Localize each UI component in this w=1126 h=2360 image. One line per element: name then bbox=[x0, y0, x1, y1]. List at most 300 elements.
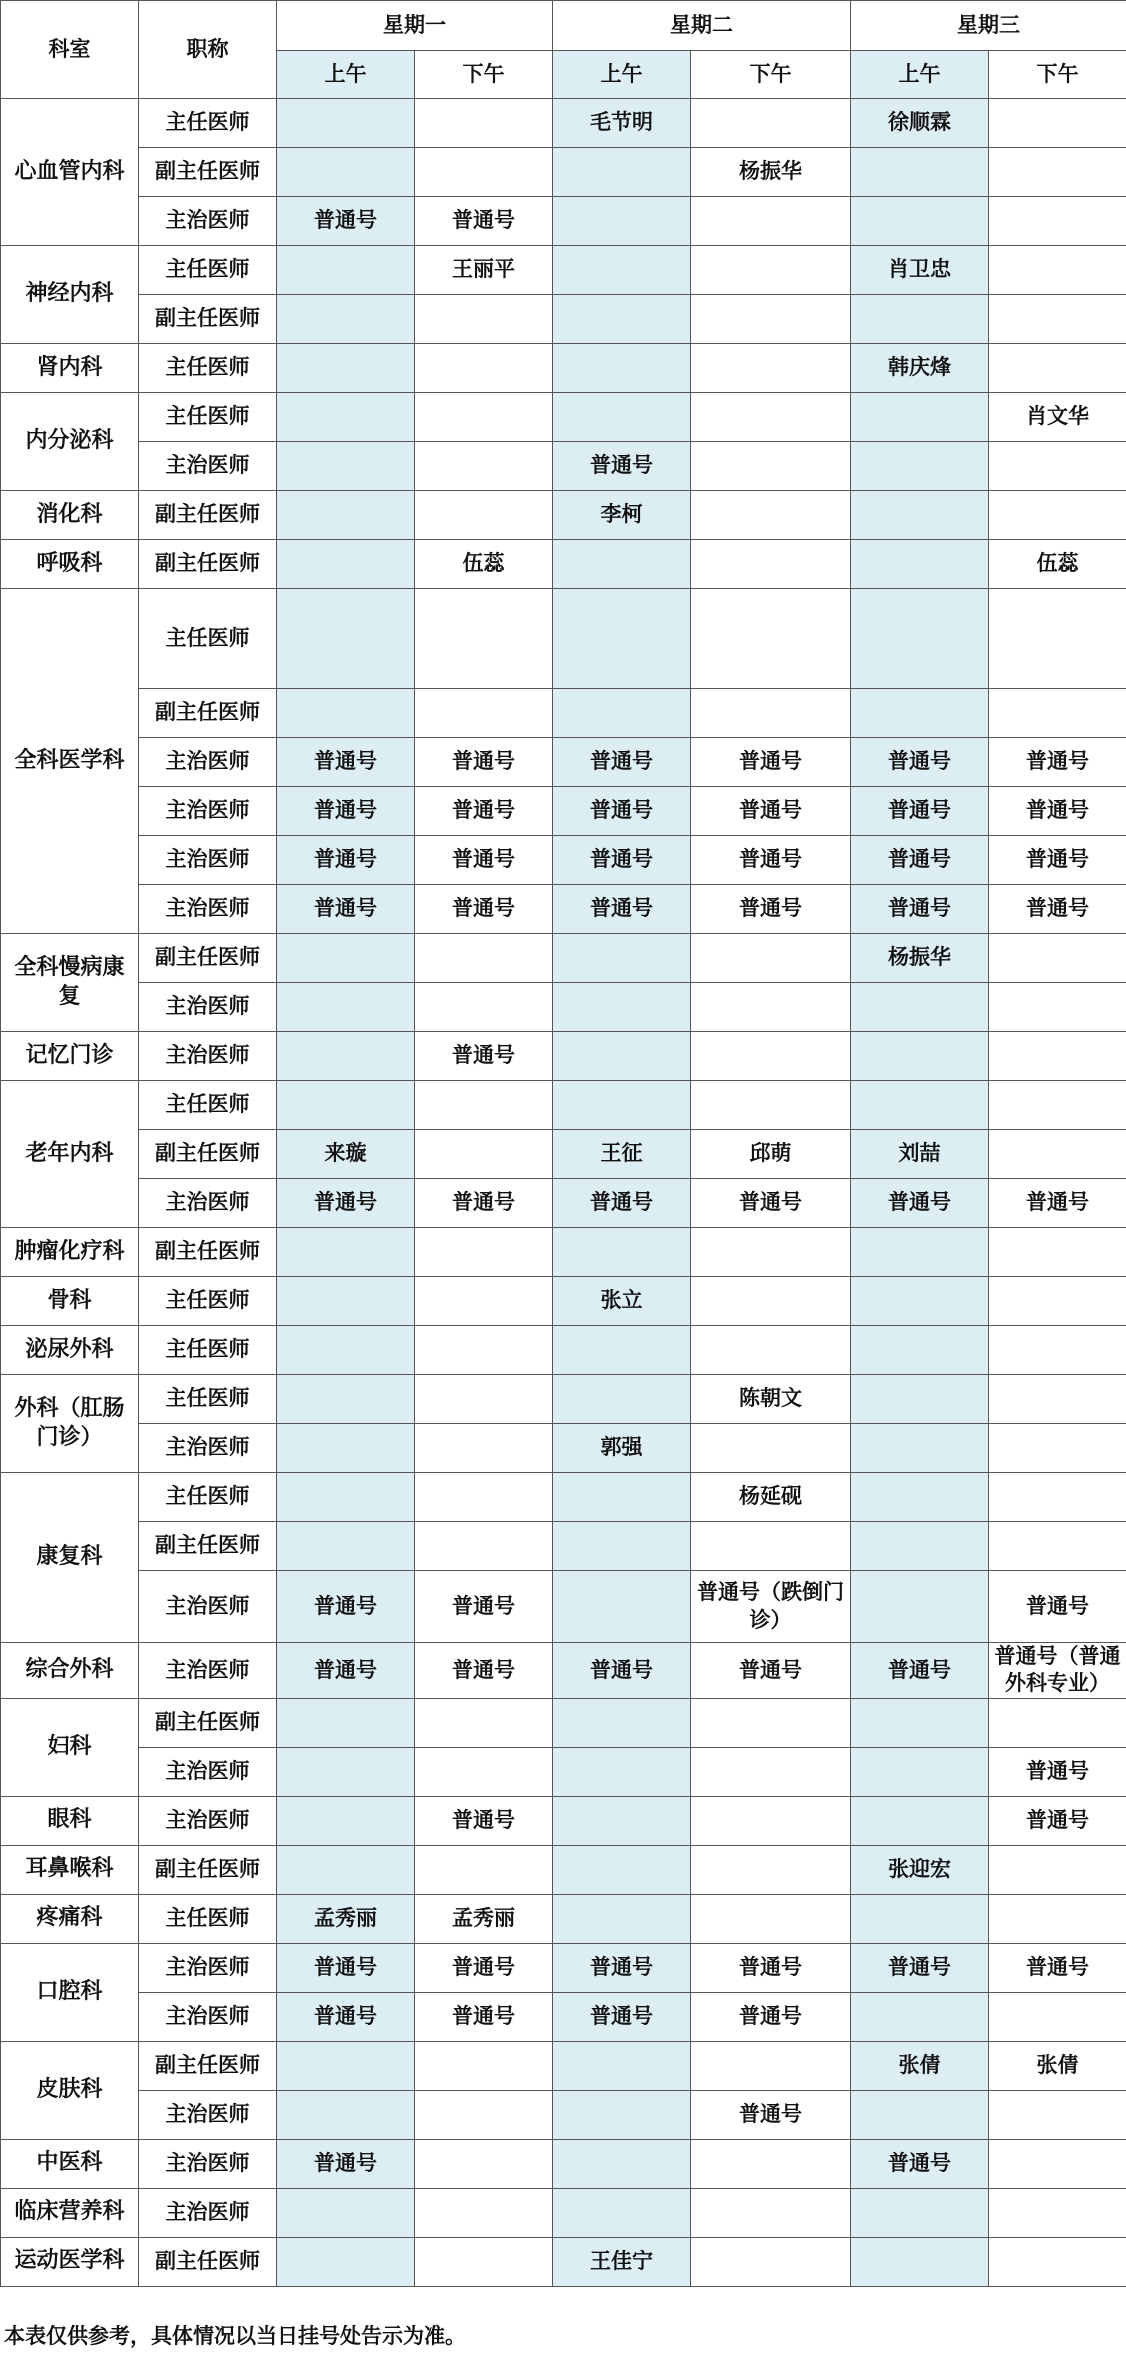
am-slot bbox=[553, 197, 691, 246]
pm-slot bbox=[989, 689, 1126, 738]
pm-slot: 普通号 bbox=[989, 1571, 1126, 1643]
pm-slot bbox=[691, 934, 851, 983]
pm-slot bbox=[989, 295, 1126, 344]
header-pm: 下午 bbox=[415, 51, 553, 99]
doctor-title: 主任医师 bbox=[139, 1081, 277, 1130]
pm-slot bbox=[989, 1081, 1126, 1130]
department-name: 耳鼻喉科 bbox=[1, 1845, 139, 1894]
pm-slot bbox=[989, 344, 1126, 393]
header-am: 上午 bbox=[553, 51, 691, 99]
doctor-title: 副主任医师 bbox=[139, 2237, 277, 2286]
department-name: 中医科 bbox=[1, 2139, 139, 2188]
am-slot: 普通号 bbox=[851, 836, 989, 885]
am-slot bbox=[277, 442, 415, 491]
pm-slot bbox=[989, 1845, 1126, 1894]
table-row bbox=[1, 689, 1126, 738]
pm-slot: 普通号 bbox=[691, 1643, 851, 1699]
pm-slot: 普通号 bbox=[691, 1179, 851, 1228]
pm-slot: 普通号 bbox=[415, 1179, 553, 1228]
am-slot bbox=[277, 1473, 415, 1522]
department-name: 口腔科 bbox=[1, 1943, 139, 2041]
doctor-title: 主治医师 bbox=[139, 1992, 277, 2041]
am-slot: 普通号 bbox=[277, 1179, 415, 1228]
table-row bbox=[1, 491, 1126, 540]
pm-slot bbox=[415, 1130, 553, 1179]
pm-slot bbox=[415, 2237, 553, 2286]
am-slot bbox=[851, 1894, 989, 1943]
doctor-title: 主治医师 bbox=[139, 2139, 277, 2188]
am-slot bbox=[553, 1081, 691, 1130]
pm-slot: 普通号 bbox=[691, 836, 851, 885]
am-slot bbox=[553, 1698, 691, 1747]
am-slot bbox=[553, 246, 691, 295]
pm-slot bbox=[691, 99, 851, 148]
doctor-title: 副主任医师 bbox=[139, 295, 277, 344]
am-slot: 普通号 bbox=[851, 1943, 989, 1992]
table-row bbox=[1, 836, 1126, 885]
pm-slot bbox=[415, 344, 553, 393]
pm-slot bbox=[691, 983, 851, 1032]
pm-slot: 普通号 bbox=[415, 1992, 553, 2041]
pm-slot bbox=[989, 1130, 1126, 1179]
pm-slot: 普通号 bbox=[989, 836, 1126, 885]
am-slot bbox=[851, 393, 989, 442]
doctor-title: 主治医师 bbox=[139, 1643, 277, 1699]
pm-slot bbox=[691, 1032, 851, 1081]
am-slot bbox=[277, 1228, 415, 1277]
footnote: 本表仅供参考，具体情况以当日挂号处告示为准。 bbox=[4, 2324, 466, 2348]
doctor-title: 副主任医师 bbox=[139, 1698, 277, 1747]
am-slot: 毛节明 bbox=[553, 99, 691, 148]
doctor-title: 主治医师 bbox=[139, 1424, 277, 1473]
am-slot: 刘喆 bbox=[851, 1130, 989, 1179]
pm-slot: 普通号 bbox=[415, 1643, 553, 1699]
table-row bbox=[1, 393, 1126, 442]
pm-slot bbox=[415, 2090, 553, 2139]
am-slot: 普通号 bbox=[553, 836, 691, 885]
am-slot bbox=[553, 1845, 691, 1894]
am-slot: 张倩 bbox=[851, 2041, 989, 2090]
pm-slot bbox=[415, 1228, 553, 1277]
pm-slot bbox=[415, 295, 553, 344]
doctor-title: 主任医师 bbox=[139, 393, 277, 442]
am-slot bbox=[277, 491, 415, 540]
am-slot bbox=[277, 344, 415, 393]
pm-slot: 普通号 bbox=[415, 1943, 553, 1992]
pm-slot bbox=[989, 99, 1126, 148]
header-day-monday: 星期一 bbox=[277, 1, 553, 51]
table-row bbox=[1, 1277, 1126, 1326]
pm-slot: 普通号 bbox=[989, 1747, 1126, 1796]
department-name: 全科慢病康复 bbox=[1, 934, 139, 1032]
pm-slot: 普通号 bbox=[691, 885, 851, 934]
pm-slot bbox=[989, 2237, 1126, 2286]
table-row bbox=[1, 589, 1126, 689]
pm-slot bbox=[415, 148, 553, 197]
am-slot bbox=[277, 589, 415, 689]
pm-slot bbox=[415, 1845, 553, 1894]
department-name: 肾内科 bbox=[1, 344, 139, 393]
pm-slot: 普通号 bbox=[989, 1179, 1126, 1228]
am-slot: 普通号 bbox=[277, 1943, 415, 1992]
am-slot bbox=[553, 1571, 691, 1643]
am-slot bbox=[553, 2090, 691, 2139]
am-slot bbox=[851, 689, 989, 738]
doctor-title: 主治医师 bbox=[139, 1032, 277, 1081]
doctor-title: 主治医师 bbox=[139, 738, 277, 787]
am-slot bbox=[851, 1571, 989, 1643]
am-slot bbox=[277, 540, 415, 589]
am-slot bbox=[277, 1424, 415, 1473]
header-day-tuesday: 星期二 bbox=[553, 1, 851, 51]
am-slot bbox=[851, 1277, 989, 1326]
table-row bbox=[1, 983, 1126, 1032]
pm-slot bbox=[989, 1473, 1126, 1522]
doctor-title: 主治医师 bbox=[139, 1943, 277, 1992]
department-name: 骨科 bbox=[1, 1277, 139, 1326]
pm-slot: 普通号 bbox=[415, 1032, 553, 1081]
pm-slot bbox=[691, 1845, 851, 1894]
pm-slot bbox=[691, 689, 851, 738]
am-slot bbox=[553, 2188, 691, 2237]
pm-slot bbox=[691, 1228, 851, 1277]
am-slot bbox=[553, 589, 691, 689]
am-slot bbox=[553, 344, 691, 393]
department-name: 泌尿外科 bbox=[1, 1326, 139, 1375]
department-name: 运动医学科 bbox=[1, 2237, 139, 2286]
pm-slot: 普通号（跌倒门诊） bbox=[691, 1571, 851, 1643]
pm-slot: 普通号（普通外科专业） bbox=[989, 1643, 1126, 1699]
am-slot bbox=[277, 1326, 415, 1375]
doctor-title: 副主任医师 bbox=[139, 540, 277, 589]
pm-slot: 普通号 bbox=[989, 738, 1126, 787]
am-slot: 普通号 bbox=[553, 1992, 691, 2041]
pm-slot bbox=[989, 2139, 1126, 2188]
table-row bbox=[1, 148, 1126, 197]
am-slot bbox=[553, 2041, 691, 2090]
pm-slot bbox=[691, 344, 851, 393]
am-slot bbox=[277, 1522, 415, 1571]
table-row bbox=[1, 1375, 1126, 1424]
table-row bbox=[1, 1130, 1126, 1179]
am-slot bbox=[553, 1326, 691, 1375]
department-name: 妇科 bbox=[1, 1698, 139, 1796]
am-slot: 普通号 bbox=[277, 1571, 415, 1643]
pm-slot bbox=[691, 1747, 851, 1796]
doctor-title: 主任医师 bbox=[139, 589, 277, 689]
pm-slot: 普通号 bbox=[989, 787, 1126, 836]
pm-slot bbox=[989, 2090, 1126, 2139]
pm-slot: 普通号 bbox=[691, 1992, 851, 2041]
table-row bbox=[1, 934, 1126, 983]
pm-slot bbox=[691, 1277, 851, 1326]
am-slot: 普通号 bbox=[851, 1179, 989, 1228]
pm-slot bbox=[415, 934, 553, 983]
doctor-title: 主任医师 bbox=[139, 344, 277, 393]
pm-slot bbox=[691, 1522, 851, 1571]
pm-slot: 伍蕊 bbox=[989, 540, 1126, 589]
am-slot bbox=[277, 934, 415, 983]
pm-slot bbox=[691, 540, 851, 589]
pm-slot bbox=[989, 983, 1126, 1032]
department-name: 疼痛科 bbox=[1, 1894, 139, 1943]
table-row bbox=[1, 1796, 1126, 1845]
pm-slot bbox=[989, 1424, 1126, 1473]
pm-slot bbox=[989, 1894, 1126, 1943]
table-row bbox=[1, 2188, 1126, 2237]
table-row bbox=[1, 1081, 1126, 1130]
am-slot bbox=[277, 246, 415, 295]
pm-slot bbox=[415, 1081, 553, 1130]
doctor-title: 主治医师 bbox=[139, 2090, 277, 2139]
pm-slot: 普通号 bbox=[989, 885, 1126, 934]
pm-slot: 王丽平 bbox=[415, 246, 553, 295]
pm-slot bbox=[415, 442, 553, 491]
pm-slot bbox=[691, 442, 851, 491]
pm-slot bbox=[691, 2237, 851, 2286]
pm-slot bbox=[691, 197, 851, 246]
doctor-title: 主治医师 bbox=[139, 836, 277, 885]
am-slot bbox=[851, 1081, 989, 1130]
department-name: 心血管内科 bbox=[1, 99, 139, 246]
table-row bbox=[1, 885, 1126, 934]
doctor-title: 主治医师 bbox=[139, 2188, 277, 2237]
table-row bbox=[1, 2090, 1126, 2139]
department-name: 康复科 bbox=[1, 1473, 139, 1643]
table-row bbox=[1, 787, 1126, 836]
doctor-title: 副主任医师 bbox=[139, 689, 277, 738]
header-pm: 下午 bbox=[989, 51, 1126, 99]
pm-slot bbox=[691, 1894, 851, 1943]
am-slot bbox=[553, 1032, 691, 1081]
department-name: 消化科 bbox=[1, 491, 139, 540]
pm-slot bbox=[415, 2188, 553, 2237]
am-slot bbox=[277, 1032, 415, 1081]
department-name: 全科医学科 bbox=[1, 589, 139, 934]
doctor-title: 副主任医师 bbox=[139, 934, 277, 983]
department-name: 皮肤科 bbox=[1, 2041, 139, 2139]
pm-slot bbox=[691, 2188, 851, 2237]
am-slot: 张迎宏 bbox=[851, 1845, 989, 1894]
doctor-title: 主任医师 bbox=[139, 1375, 277, 1424]
doctor-title: 主任医师 bbox=[139, 1326, 277, 1375]
doctor-title: 主任医师 bbox=[139, 1473, 277, 1522]
header-day-wednesday: 星期三 bbox=[851, 1, 1126, 51]
pm-slot: 邱萌 bbox=[691, 1130, 851, 1179]
am-slot bbox=[277, 1698, 415, 1747]
am-slot bbox=[277, 1845, 415, 1894]
pm-slot bbox=[691, 1698, 851, 1747]
pm-slot bbox=[989, 1032, 1126, 1081]
pm-slot bbox=[989, 1992, 1126, 2041]
am-slot bbox=[277, 393, 415, 442]
am-slot bbox=[851, 295, 989, 344]
table-row bbox=[1, 344, 1126, 393]
pm-slot: 张倩 bbox=[989, 2041, 1126, 2090]
am-slot: 普通号 bbox=[277, 1643, 415, 1699]
header-pm: 下午 bbox=[691, 51, 851, 99]
header-am: 上午 bbox=[277, 51, 415, 99]
pm-slot bbox=[691, 2139, 851, 2188]
pm-slot: 杨振华 bbox=[691, 148, 851, 197]
table-row bbox=[1, 295, 1126, 344]
table-row bbox=[1, 1845, 1126, 1894]
department-name: 外科（肛肠门诊） bbox=[1, 1375, 139, 1473]
am-slot bbox=[851, 442, 989, 491]
table-row bbox=[1, 540, 1126, 589]
pm-slot bbox=[691, 295, 851, 344]
am-slot: 王征 bbox=[553, 1130, 691, 1179]
am-slot: 孟秀丽 bbox=[277, 1894, 415, 1943]
am-slot bbox=[553, 393, 691, 442]
doctor-title: 主治医师 bbox=[139, 983, 277, 1032]
table-row bbox=[1, 2237, 1126, 2286]
am-slot bbox=[277, 689, 415, 738]
pm-slot bbox=[415, 1473, 553, 1522]
table-row bbox=[1, 1032, 1126, 1081]
pm-slot: 普通号 bbox=[415, 1796, 553, 1845]
header-title: 职称 bbox=[139, 1, 277, 99]
am-slot: 徐顺霖 bbox=[851, 99, 989, 148]
doctor-title: 主治医师 bbox=[139, 1747, 277, 1796]
pm-slot: 普通号 bbox=[415, 738, 553, 787]
table-row bbox=[1, 99, 1126, 148]
am-slot bbox=[277, 148, 415, 197]
am-slot bbox=[851, 1796, 989, 1845]
am-slot: 普通号 bbox=[553, 442, 691, 491]
am-slot bbox=[851, 2237, 989, 2286]
pm-slot: 普通号 bbox=[415, 885, 553, 934]
pm-slot bbox=[691, 1081, 851, 1130]
am-slot bbox=[277, 1277, 415, 1326]
am-slot: 来璇 bbox=[277, 1130, 415, 1179]
table-row bbox=[1, 197, 1126, 246]
pm-slot bbox=[691, 2041, 851, 2090]
department-name: 记忆门诊 bbox=[1, 1032, 139, 1081]
header-am: 上午 bbox=[851, 51, 989, 99]
am-slot: 普通号 bbox=[553, 1643, 691, 1699]
table-row bbox=[1, 1943, 1126, 1992]
am-slot: 普通号 bbox=[277, 787, 415, 836]
pm-slot bbox=[415, 1326, 553, 1375]
pm-slot bbox=[415, 491, 553, 540]
am-slot: 普通号 bbox=[553, 885, 691, 934]
am-slot bbox=[851, 983, 989, 1032]
doctor-title: 副主任医师 bbox=[139, 1130, 277, 1179]
am-slot bbox=[851, 1747, 989, 1796]
am-slot bbox=[851, 2090, 989, 2139]
doctor-title: 副主任医师 bbox=[139, 491, 277, 540]
pm-slot bbox=[989, 148, 1126, 197]
pm-slot: 普通号 bbox=[989, 1796, 1126, 1845]
am-slot: 普通号 bbox=[277, 738, 415, 787]
pm-slot bbox=[691, 1424, 851, 1473]
table-row bbox=[1, 738, 1126, 787]
am-slot bbox=[851, 589, 989, 689]
am-slot: 普通号 bbox=[277, 1992, 415, 2041]
pm-slot: 普通号 bbox=[415, 787, 553, 836]
am-slot bbox=[553, 1522, 691, 1571]
am-slot bbox=[553, 689, 691, 738]
pm-slot bbox=[691, 246, 851, 295]
am-slot: 普通号 bbox=[553, 1179, 691, 1228]
pm-slot bbox=[415, 983, 553, 1032]
am-slot bbox=[553, 1375, 691, 1424]
am-slot bbox=[553, 1796, 691, 1845]
doctor-title: 主治医师 bbox=[139, 1571, 277, 1643]
pm-slot: 普通号 bbox=[691, 2090, 851, 2139]
pm-slot bbox=[415, 589, 553, 689]
am-slot: 韩庆烽 bbox=[851, 344, 989, 393]
am-slot bbox=[277, 1796, 415, 1845]
table-row bbox=[1, 2139, 1126, 2188]
table-row bbox=[1, 1473, 1126, 1522]
table-row bbox=[1, 1424, 1126, 1473]
am-slot: 张立 bbox=[553, 1277, 691, 1326]
am-slot: 普通号 bbox=[851, 2139, 989, 2188]
am-slot bbox=[851, 491, 989, 540]
am-slot: 普通号 bbox=[851, 885, 989, 934]
pm-slot bbox=[989, 1522, 1126, 1571]
pm-slot bbox=[989, 1277, 1126, 1326]
am-slot bbox=[851, 1375, 989, 1424]
am-slot: 王佳宁 bbox=[553, 2237, 691, 2286]
am-slot bbox=[851, 540, 989, 589]
schedule-body bbox=[1, 99, 1126, 2287]
am-slot: 普通号 bbox=[553, 738, 691, 787]
am-slot: 普通号 bbox=[553, 1943, 691, 1992]
am-slot bbox=[851, 1424, 989, 1473]
doctor-title: 主任医师 bbox=[139, 246, 277, 295]
table-row bbox=[1, 1992, 1126, 2041]
pm-slot bbox=[691, 491, 851, 540]
table-row bbox=[1, 1698, 1126, 1747]
table-row bbox=[1, 1228, 1126, 1277]
pm-slot bbox=[989, 1375, 1126, 1424]
doctor-title: 主治医师 bbox=[139, 885, 277, 934]
table-row bbox=[1, 442, 1126, 491]
am-slot: 郭强 bbox=[553, 1424, 691, 1473]
am-slot bbox=[553, 540, 691, 589]
pm-slot: 普通号 bbox=[415, 197, 553, 246]
am-slot bbox=[277, 295, 415, 344]
am-slot: 李柯 bbox=[553, 491, 691, 540]
department-name: 眼科 bbox=[1, 1796, 139, 1845]
am-slot bbox=[851, 1473, 989, 1522]
doctor-title: 主治医师 bbox=[139, 1796, 277, 1845]
table-row bbox=[1, 1179, 1126, 1228]
pm-slot bbox=[989, 1326, 1126, 1375]
am-slot bbox=[277, 983, 415, 1032]
am-slot bbox=[277, 1747, 415, 1796]
am-slot bbox=[851, 1992, 989, 2041]
pm-slot bbox=[415, 1424, 553, 1473]
am-slot: 肖卫忠 bbox=[851, 246, 989, 295]
pm-slot: 孟秀丽 bbox=[415, 1894, 553, 1943]
table-row bbox=[1, 2041, 1126, 2090]
pm-slot bbox=[415, 1277, 553, 1326]
pm-slot: 肖文华 bbox=[989, 393, 1126, 442]
pm-slot bbox=[415, 393, 553, 442]
pm-slot: 陈朝文 bbox=[691, 1375, 851, 1424]
pm-slot bbox=[989, 1228, 1126, 1277]
pm-slot bbox=[989, 246, 1126, 295]
table-row bbox=[1, 1747, 1126, 1796]
pm-slot: 普通号 bbox=[415, 1571, 553, 1643]
am-slot bbox=[851, 1032, 989, 1081]
pm-slot bbox=[989, 1698, 1126, 1747]
am-slot bbox=[553, 148, 691, 197]
